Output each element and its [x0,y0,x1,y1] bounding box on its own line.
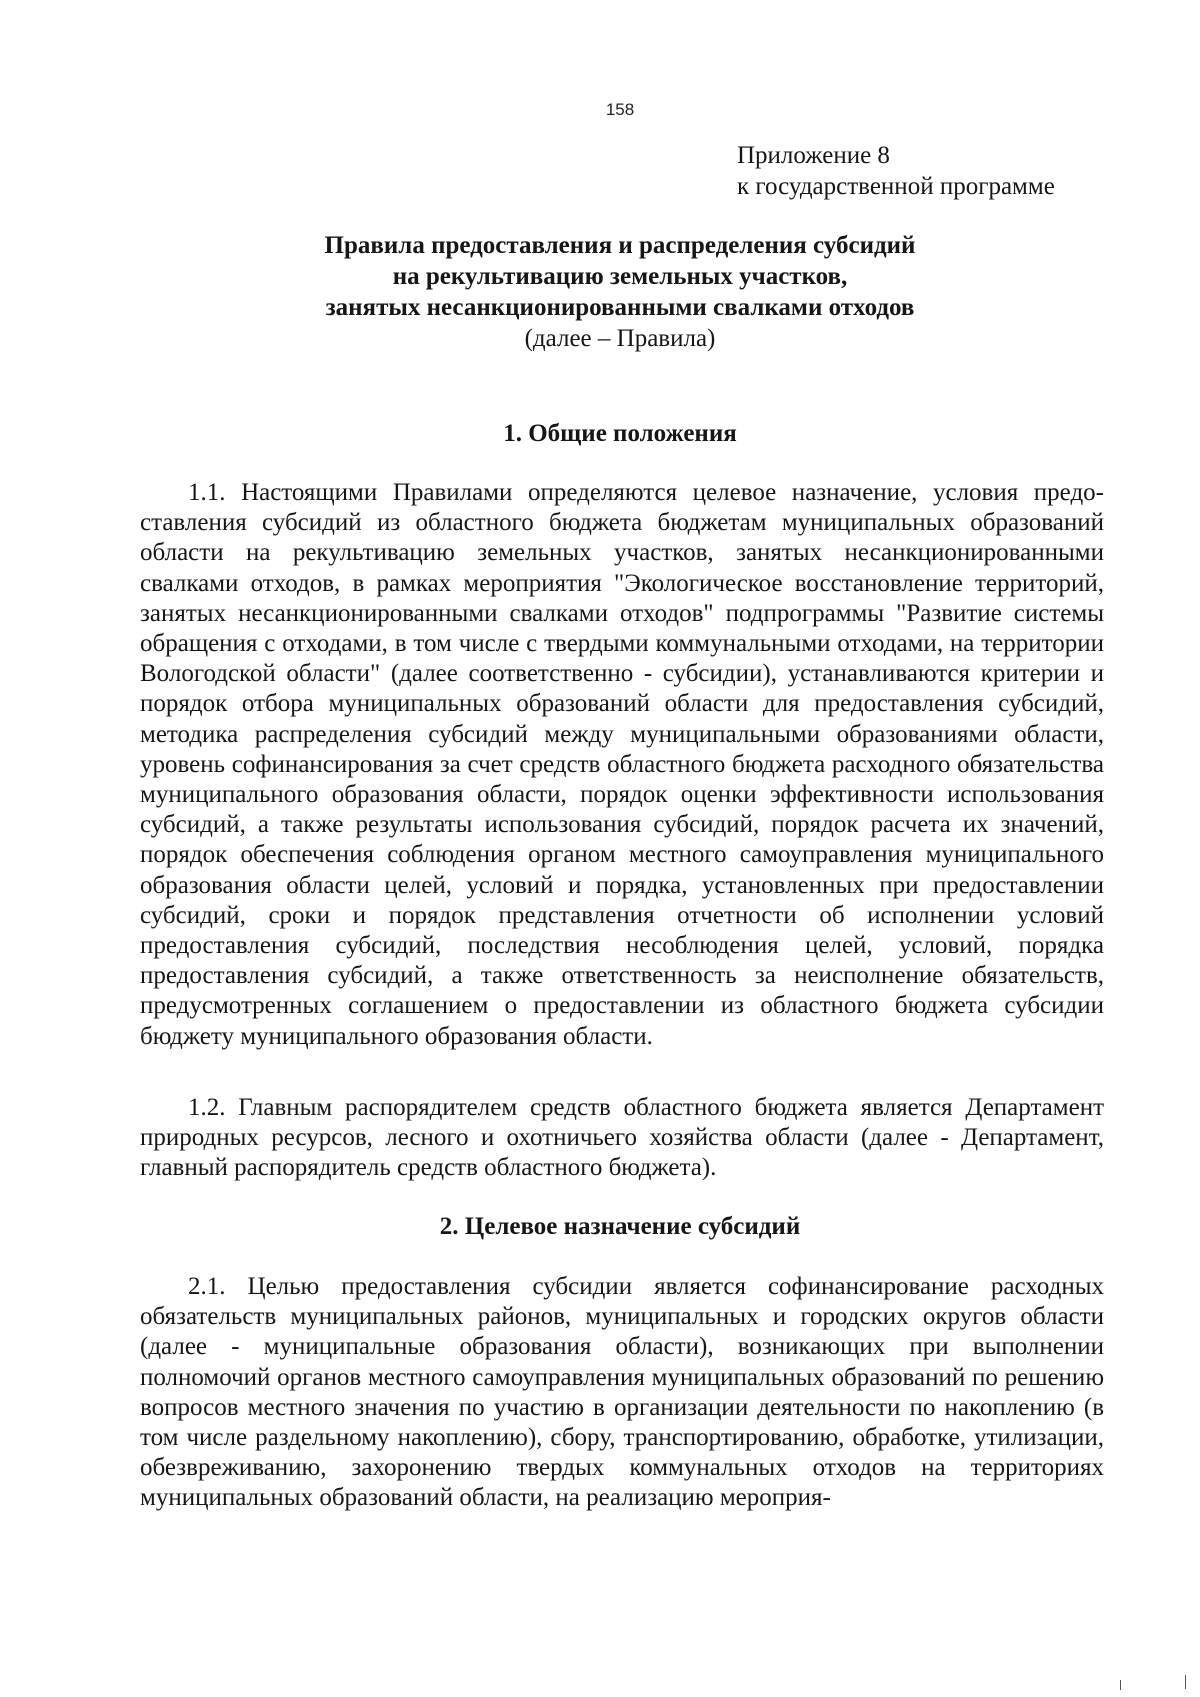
title-line-3: занятых несанкционированными свалками отходов [325,294,915,321]
title-line-4: (далее – Правила) [524,325,716,352]
scan-edge-mark [1120,1680,1121,1690]
appendix-line-2: к государственной программе [737,173,1055,200]
page-number: 158 [605,100,635,119]
section-1-heading: 1. Общие положения [503,420,737,447]
paragraph-2-1: 2.1. Целью предоставления субсидии является софинансирование расходных обязательств муниципальных районов, муниципальных и городских округов области (далее - муниципальные образования области), возникающих при выполнении полномочий органов местного самоуправления муниципальных образований по решению вопросов местного значения по участию в организации деятельности по накоплению (в том числе раздельному накоплению), сбору, транспортированию, обработке, утилизации, обезвреживанию, захоронению твердых коммунальных отходов на территориях муниципальных образований области, на реализацию мероприя- [140,1273,1104,1512]
title-line-1: Правила предоставления и распределения субсидий [324,232,916,259]
appendix-note [737,140,1055,202]
title-line-2: на рекультивацию земельных участков, [392,263,848,290]
scan-edge-mark [1185,1675,1186,1689]
paragraph-1-2: 1.2. Главным распорядителем средств областного бюджета является Департамент природных ресурсов, лесного и охотничьего хозяйства области (далее - Департамент, главный распорядитель средств областного бюджета). [140,1094,1104,1182]
paragraph-1-1: 1.1. Настоящими Правилами определяются целевое назначение, условия предоставления субсидий из областного бюджета бюджетам муниципальных образований области на рекультивацию земельных участков, занятых несанкционированными свалками отходов, в рамках мероприятия "Экологическое восстановление территорий, занятых несанкционированными свалками отходов" подпрограммы "Развитие системы обращения с отходами, в том числе с твердыми коммунальными отходами, на территории Вологодской области" (далее соответственно - субсидии), устанавливаются критерии и порядок отбора муниципальных образований области для предоставления субсидий, методика распределения субсидий между муниципальными образованиями области, уровень софинансирования за счет средств областного бюджета расходного обязательства муниципального образования области, порядок оценки эффективности использования субсидий, а также результаты использования субсидий, порядок расчета их значений, порядок обеспечения соблюдения органом местного самоуправления муниципального образования области целей, условий и порядка, установленных при предоставлении субсидий, сроки и порядок представления отчетности об исполнении условий предоставления субсидий, последствия несоблюдения целей, условий, порядка предоставления субсидий, а также ответственность за неисполнение обязательств, предусмотренных соглашением о предоставлении из областного бюджета субсидии бюджету муниципального образования области. [140,479,1104,1050]
appendix-line-1: Приложение 8 [737,142,890,169]
document-title [140,230,1100,354]
section-2-heading: 2. Целевое назначение субсидий [439,1213,801,1240]
